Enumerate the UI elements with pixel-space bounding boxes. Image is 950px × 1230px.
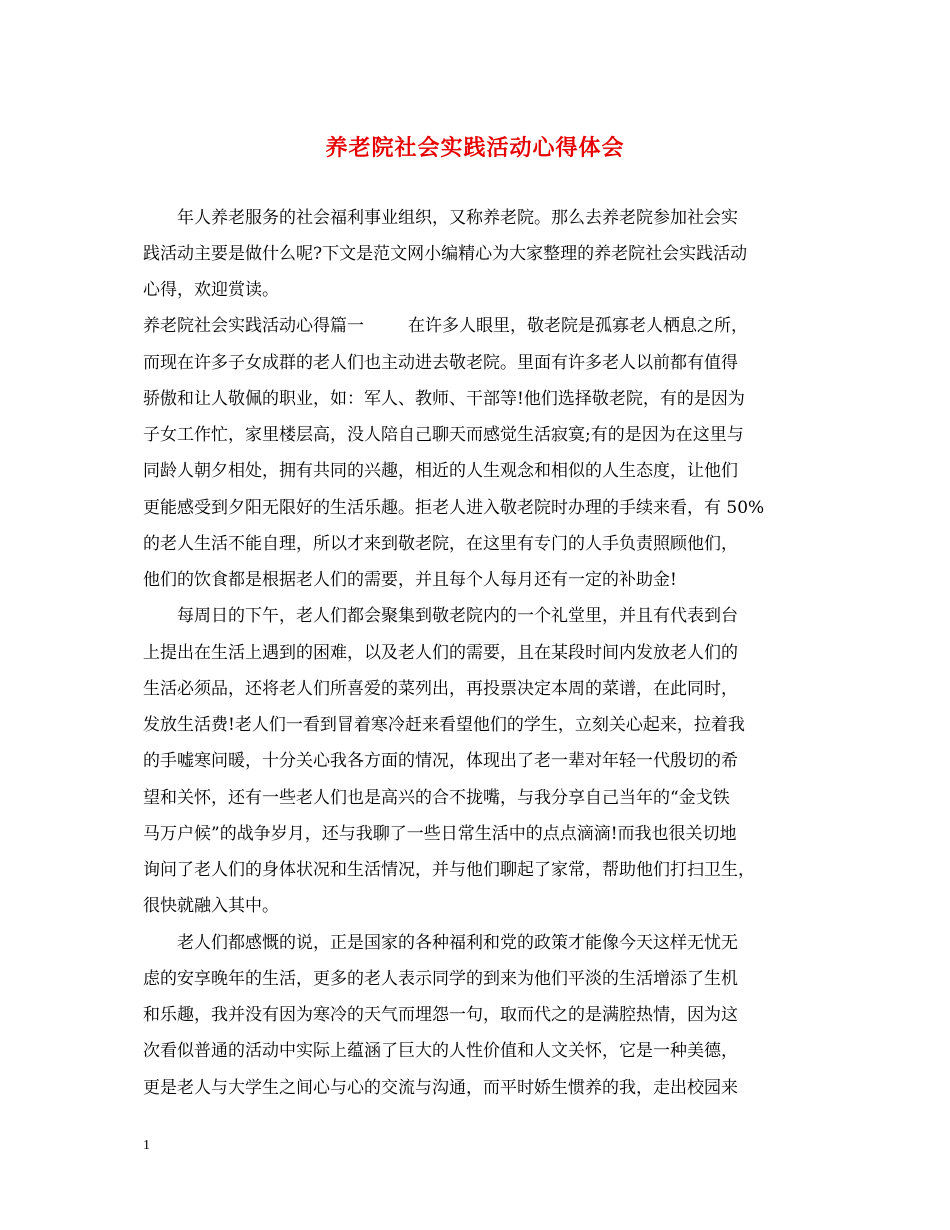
paragraph-line: 更能感受到夕阳无限好的生活乐趣。拒老人进入敬老院时办理的手续来看，有 50% — [143, 498, 765, 518]
section-heading-line — [143, 314, 823, 338]
paragraph-line: 和乐趣，我并没有因为寒冷的天气而埋怨一句，取而代之的是满腔热情，因为这 — [143, 1005, 738, 1025]
paragraph-line: 子女工作忙，家里楼层高，没人陪自己聊天而感觉生活寂寞;有的是因为在这里与 — [143, 425, 744, 445]
paragraph-line: 上提出在生活上遇到的困难，以及老人们的需要，且在某段时间内发放老人们的 — [143, 643, 738, 663]
paragraph-line: 骄傲和让人敬佩的职业，如：军人、教师、干部等!他们选择敬老院，有的是因为 — [143, 389, 745, 409]
paragraph-line: 的老人生活不能自理，所以才来到敬老院，在这里有专门的人手负责照顾他们， — [143, 534, 738, 554]
paragraph-line: 每周日的下午，老人们都会聚集到敬老院内的一个礼堂里，并且有代表到台 — [177, 606, 738, 626]
page-number: 1 — [143, 1138, 150, 1153]
paragraph-line: 询问了老人们的身体状况和生活情况，并与他们聊起了家常，帮助他们打扫卫生， — [143, 860, 755, 880]
paragraph-line: 践活动主要是做什么呢?下文是范文网小编精心为大家整理的养老院社会实践活动 — [143, 244, 748, 264]
paragraph-line: 望和关怀，还有一些老人们也是高兴的合不拢嘴，与我分享自己当年的“金戈铁 — [143, 788, 730, 808]
section-heading: 养老院社会实践活动心得篇一 — [143, 316, 364, 336]
paragraph-line: 马万户候”的战争岁月，还与我聊了一些日常生活中的点点滴滴!而我也很关切地 — [143, 824, 737, 844]
document-title: 养老院社会实践活动心得体会 — [325, 135, 625, 161]
paragraph-line: 的手嘘寒问暖，十分关心我各方面的情况，体现出了老一辈对年轻一代殷切的希 — [143, 751, 738, 771]
paragraph-line: 他们的饮食都是根据老人们的需要，并且每个人每月还有一定的补助金! — [143, 570, 677, 590]
paragraph-line: 发放生活费!老人们一看到冒着寒冷赶来看望他们的学生，立刻关心起来，拉着我 — [143, 715, 745, 735]
paragraph-line: 心得，欢迎赏读。 — [143, 280, 279, 300]
paragraph-line: 次看似普通的活动中实际上蕴涵了巨大的人性价值和人文关怀，它是一种美德， — [143, 1041, 738, 1061]
paragraph-line: 很快就融入其中。 — [143, 896, 279, 916]
paragraph-line: 年人养老服务的社会福利事业组织，又称养老院。那么去养老院参加社会实 — [177, 208, 738, 228]
paragraph-line: 更是老人与大学生之间心与心的交流与沟通，而平时娇生惯养的我，走出校园来 — [143, 1078, 738, 1098]
paragraph-line: 生活必须品，还将老人们所喜爱的菜列出，再投票决定本周的菜谱，在此同时， — [143, 679, 738, 699]
paragraph-line: 同龄人朝夕相处，拥有共同的兴趣，相近的人生观念和相似的人生态度，让他们 — [143, 461, 738, 481]
paragraph-line: 而现在许多子女成群的老人们也主动进去敬老院。里面有许多老人以前都有值得 — [143, 353, 738, 373]
paragraph-line: 虑的安享晚年的生活，更多的老人表示同学的到来为他们平淡的生活增添了生机 — [143, 969, 738, 989]
paragraph-text: 在许多人眼里，敬老院是孤寡老人栖息之所， — [408, 316, 748, 336]
paragraph-line: 老人们都感慨的说，正是国家的各种福利和党的政策才能像今天这样无忧无 — [177, 933, 738, 953]
